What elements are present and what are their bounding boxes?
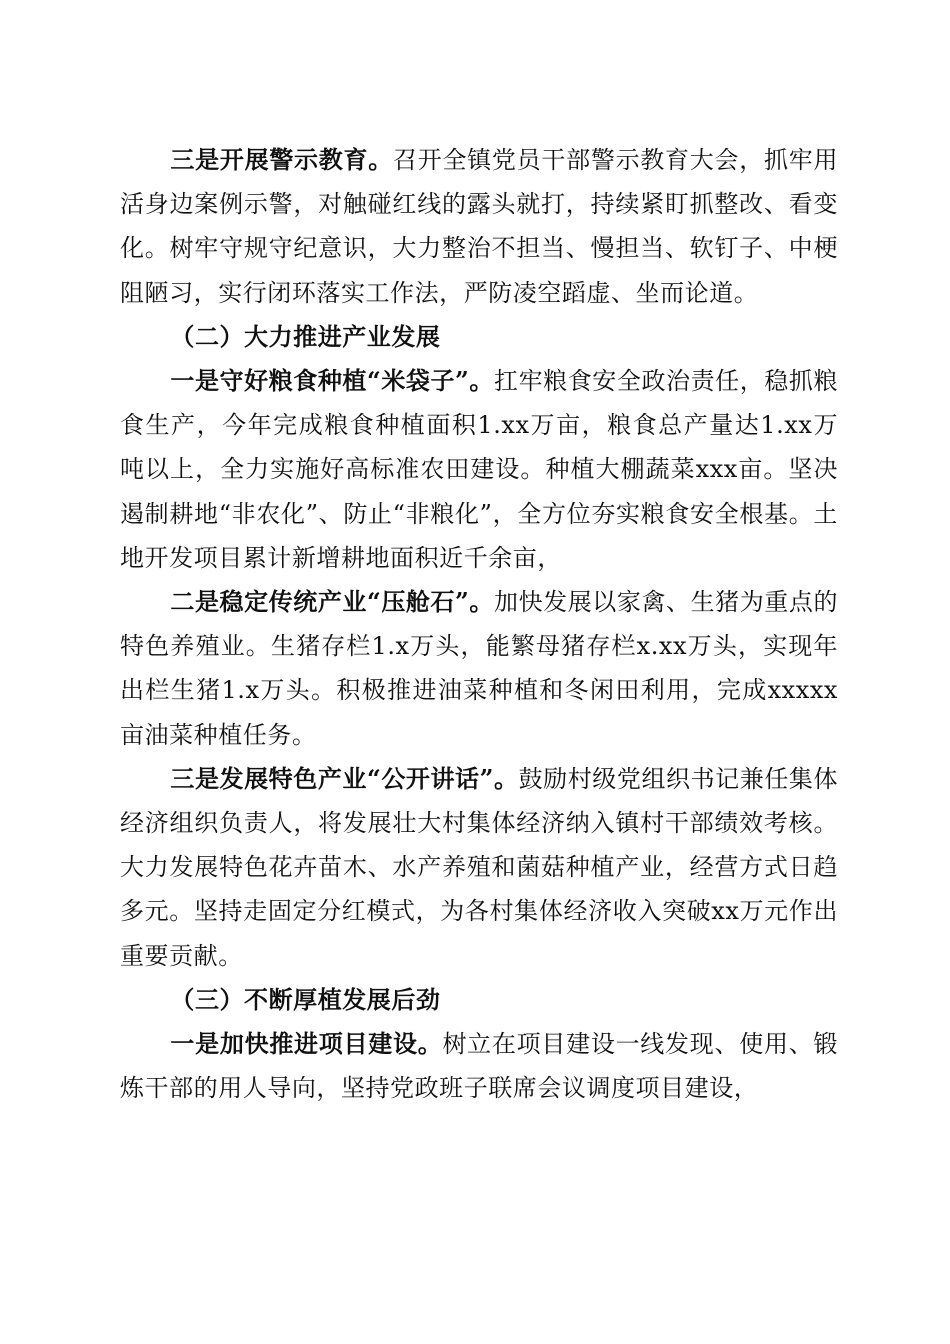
paragraph-text: 鼓励村级党组织书记兼任集体经济组织负责人，将发展壮大村集体经济纳入镇村干部绩效考核。大力发展特色花卉苗木、水产养殖和菌菇种植产业，经营方式日趋多元。坚持走固定分红模式，为各村集体经济收入突破xx万元作出重要贡献。: [120, 764, 839, 970]
paragraph-text: 召开全镇党员干部警示教育大会，抓牢用活身边案例示警，对触碰红线的露头就打，持续紧盯抓整改、看变化。树牢守规守纪意识，大力整治不担当、慢担当、软钉子、中梗阻陋习，实行闭环落实工作法，严防凌空蹈虚、坐而论道。: [120, 146, 838, 307]
paragraph-warning-education: [120, 138, 838, 315]
document-body: [120, 138, 838, 1110]
paragraph-traditional-industry: [120, 580, 838, 757]
paragraph-lead: 二是稳定传统产业“压舱石”。: [170, 587, 495, 617]
paragraph-lead: 三是开展警示教育。: [170, 145, 393, 174]
section-heading-industry: （二）大力推进产业发展: [170, 321, 441, 351]
paragraph-text: 扛牢粮食安全政治责任，稳抓粮食生产，今年完成粮食种植面积1.xx万亩，粮食总产量达1.xx万吨以上，全力实施好高标准农田建设。种植大棚蔬菜xxx亩。坚决遏制耕地“非农化”、防止“非粮化”，全方位夯实粮食安全根基。土地开发项目累计新增耕地面积近千余亩，: [120, 367, 839, 572]
section-heading-development: （三）不断厚植发展后劲: [170, 984, 441, 1014]
paragraph-lead: 一是加快推进项目建设。: [170, 1029, 443, 1059]
paragraph-special-industry: [120, 757, 838, 978]
paragraph-project-construction: [120, 1022, 838, 1110]
paragraph-text: 树立在项目建设一线发现、使用、锻炼干部的用人导向，坚持党政班子联席会议调度项目建设，: [120, 1030, 838, 1103]
paragraph-lead: 三是发展特色产业“公开讲话”。: [170, 763, 519, 793]
paragraph-grain-planting: [120, 359, 838, 580]
paragraph-lead: 一是守好粮食种植“米袋子”。: [170, 366, 495, 396]
paragraph-text: 加快发展以家禽、生猪为重点的特色养殖业。生猪存栏1.x万头，能繁母猪存栏x.xx万头，实现年出栏生猪1.x万头。积极推进油菜种植和冬闲田利用，完成xxxxx亩油菜种植任务。: [120, 588, 839, 749]
